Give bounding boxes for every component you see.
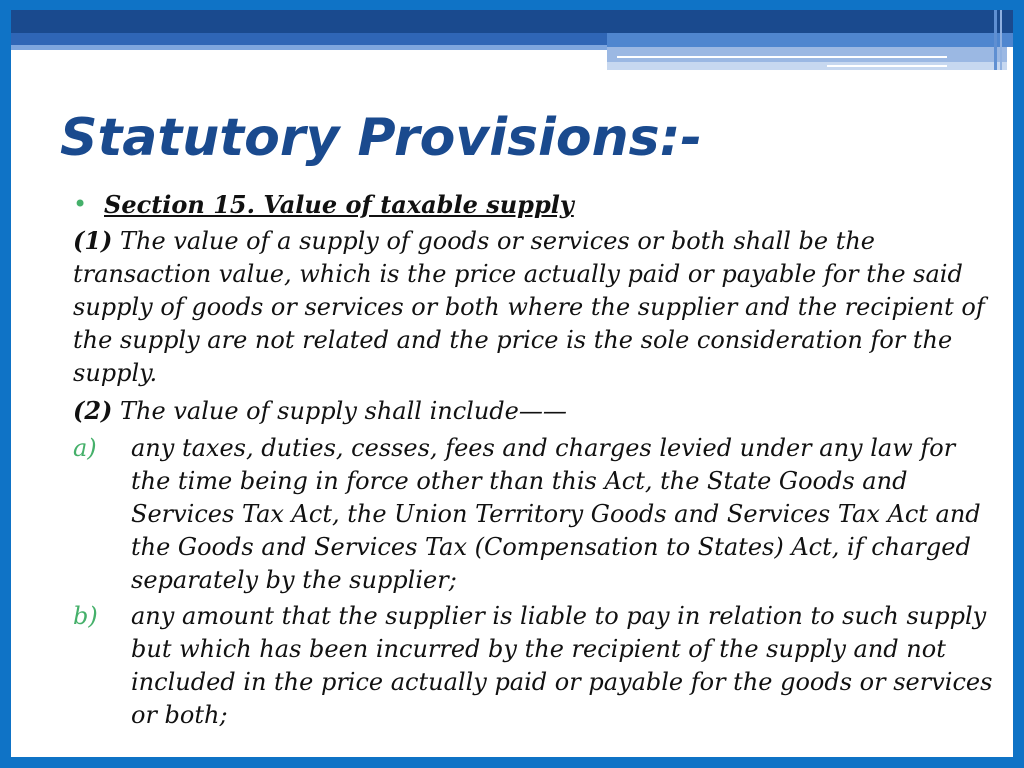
paragraph-1 — [73, 224, 993, 390]
list-item-text: any taxes, duties, cesses, fees and charges levied under any law for the time being in force other than this Act, the State Goods and Services Tax Act, the Union Territory Goods and Services Tax Act and the Goods and Services Tax (Compensation to States) Act, if charged separately by the supplier; — [131, 434, 981, 594]
paragraph-2 — [73, 394, 993, 428]
section-bullet — [73, 188, 993, 222]
paragraph-2-number: (2) — [73, 396, 113, 425]
list-item-text: any amount that the supplier is liable to pay in relation to such supply but which has been incurred by the recipient of the supply and not included in the price actually paid or payable for the goods or services or both; — [131, 602, 993, 729]
list-item — [73, 600, 993, 732]
list-item-label: a) — [73, 434, 97, 462]
slide-content — [73, 188, 993, 735]
header-band-pale — [11, 45, 607, 50]
header-line — [617, 56, 947, 58]
header-line-short — [827, 65, 947, 67]
bullet-icon: • — [73, 190, 88, 218]
section-heading: Section 15. Value of taxable supply — [104, 190, 574, 219]
header-band — [11, 10, 1013, 50]
paragraph-2-text: The value of supply shall include—— — [112, 397, 567, 425]
header-vertical-bar — [994, 10, 997, 70]
paragraph-1-text: The value of a supply of goods or services or both shall be the transaction value, which is the price actually paid or payable for the said supply of goods or services or both where the supplier and the recipient of the supply are not related and the price is the sole consideration for the supply. — [73, 227, 985, 387]
header-vertical-bar-thin — [1000, 10, 1002, 70]
header-tab-light — [607, 62, 1007, 70]
header-band-mid-right — [607, 33, 1013, 47]
list-item — [73, 432, 993, 597]
list-item-label: b) — [73, 602, 98, 630]
paragraph-1-number: (1) — [73, 226, 113, 255]
slide-title: Statutory Provisions:- — [60, 108, 702, 168]
header-band-dark — [11, 10, 1013, 33]
